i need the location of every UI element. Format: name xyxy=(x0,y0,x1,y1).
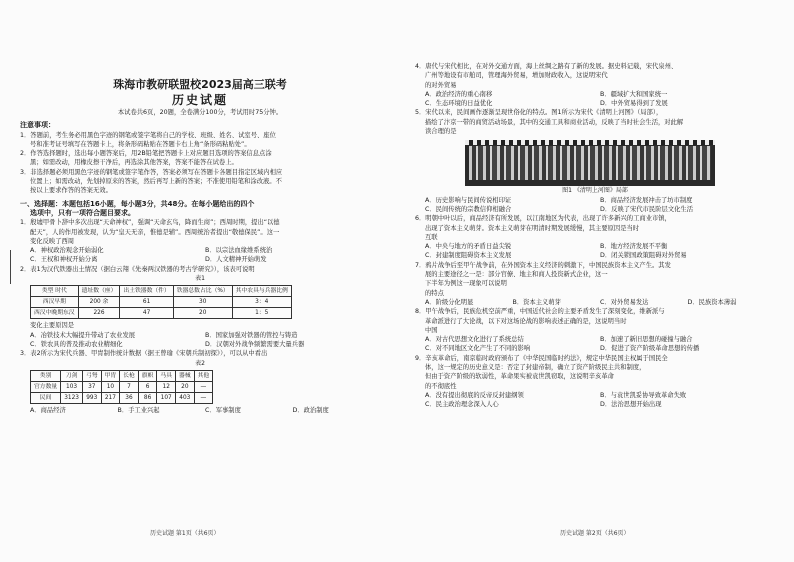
q6-options xyxy=(415,242,775,261)
q6-line: 出现了资本主义萌芽。资本主义萌芽在明清时期发展缓慢，其主要原因是当时 xyxy=(425,224,640,232)
table-cell: 官方数量 xyxy=(31,381,61,392)
table-cell: 西汉中晚期东汉 xyxy=(31,308,79,319)
option-c: C．王权和神权开始分离 xyxy=(30,256,98,264)
table-row xyxy=(31,381,213,392)
q5-line: 读合理的是 xyxy=(425,128,457,136)
notice-line: 按以上要求作答的答案无效。 xyxy=(30,187,112,195)
table-header-cell: 其他 xyxy=(194,370,213,381)
option-c: C．生态环境的日益优化 xyxy=(425,100,493,108)
option-b: B．地方经济发展不平衡 xyxy=(600,243,668,251)
option-d: D．闭关锁国政策阻碍对外贸易 xyxy=(600,252,687,260)
table-header-row xyxy=(31,370,213,381)
q5-line: 描绘了汴京一带的商贸活动场景，其中的交通工具和商业活动，反映了当时社会生活，对此解 xyxy=(425,118,684,126)
q3-options xyxy=(20,406,380,415)
q7-line: 7．鸦片战争后至甲午战争前，在外国资本主义经济的刺激下，中国民族资本主义产生。其发 xyxy=(415,261,671,269)
option-b: B．加速了新旧思想的碰撞与融合 xyxy=(600,336,693,344)
binding-mark xyxy=(10,250,11,284)
option-b: B．手工业兴起 xyxy=(117,406,160,414)
figure-1-image xyxy=(465,140,715,186)
notice-line: 号和准考证号填写在答题卡上，将条形码粘贴在答题卡右上角“条形码粘贴处”。 xyxy=(30,140,251,148)
option-c: C．对不同地区文化产生了不同的影响 xyxy=(425,345,531,353)
table-header-cell: 甲胄 xyxy=(101,370,120,381)
option-a: A．商品经济 xyxy=(30,406,66,414)
exam-subtitle: 历史试题 xyxy=(171,93,228,107)
option-d: D．人文精神开始萌发 xyxy=(205,256,267,264)
option-a: A．神权政治观念开始弱化 xyxy=(30,247,104,255)
q8-line: 8．甲午战争后，民族危机空前严重，中国近代社会的主要矛盾发生了深刻变化，维新派与 xyxy=(415,308,665,316)
option-d: D．反映了宋代市民阶层文化生活 xyxy=(600,205,694,213)
q2-options xyxy=(20,331,380,350)
q4-line: 4．唐代与宋代相比，在对外交通方面，海上丝绸之路有了新的发展。据史料记载，宋代泉州、 xyxy=(415,63,678,70)
q4-line: 的对外贸易 xyxy=(425,81,457,89)
page-footer-2: 历史试题 第2页（共6页） xyxy=(560,530,630,537)
option-d: D．法治思想开始出现 xyxy=(600,401,662,409)
q9-line: 9．辛亥革命后，南京临时政府颁布了《中华民国临时约法》，规定中华民国主权属于国民全 xyxy=(415,354,668,362)
table-header-cell: 器械 xyxy=(176,370,195,381)
figure-border xyxy=(465,140,715,145)
table-cell: 30 xyxy=(173,297,232,308)
table-header-row xyxy=(31,286,292,297)
q6-line: 6．明朝中叶以后，商品经济有所发展，以江南地区为代表，出现了许多新兴的工商业市镇， xyxy=(415,215,671,223)
section-heading: 一、选择题：本题包括16小题，每小题3分，共48分。在每小题给出的四个 xyxy=(20,199,255,208)
notice-line: 2．作答选择题时，选出每小题答案后，用2B铅笔把答题卡上对应题目选项的答案信息点涂 xyxy=(20,150,272,158)
figure-relief xyxy=(469,146,711,180)
q9-line: 的不彻底性 xyxy=(425,382,457,390)
page-1 xyxy=(20,60,380,550)
table2-caption: 表2 xyxy=(195,359,205,367)
table-header-cell: 长枪 xyxy=(120,370,139,381)
q8-line: 革命派进行了大论战，以下对这场论战的影响表述正确的是，这说明当时 xyxy=(425,317,627,325)
table-cell: 3123 xyxy=(61,392,83,403)
table-cell: 10 xyxy=(101,381,120,392)
q7-options xyxy=(415,298,775,307)
option-b: B．疆域扩大和国家统一 xyxy=(600,90,668,98)
q6-line: 互联 xyxy=(425,233,438,241)
q4-line: 广州等地设有市舶司，管理海外贸易，增加财政收入，这说明宋代 xyxy=(425,72,608,80)
option-a: A．阶级分化明显 xyxy=(425,298,474,306)
option-b: B．商品经济发展冲击了坊市制度 xyxy=(600,196,693,204)
q7-line: 的特点 xyxy=(425,289,444,297)
notice-line: 1．答题前，考生务必用黑色字迹的钢笔或签字笔将自己的学校、班级、姓名、试室号、座位 xyxy=(20,131,276,139)
q2-stem: 2．表1为汉代铁器出土情况（据白云翔《先秦两汉铁器的考古学研究》），该表可说明 xyxy=(20,265,255,273)
option-d: D．政治制度 xyxy=(292,406,329,414)
notice-line: 黑；如需改动，用橡皮擦干净后，再选涂其他答案，答案不能答在试卷上。 xyxy=(30,159,238,167)
q7-line: 下半年为例这一现象可以说明 xyxy=(425,280,507,288)
option-a: A．政治经济的重心南移 xyxy=(425,90,493,98)
q3-stem: 3．表2所示为宋代兵器、甲胄制作统计数据（据王曾瑜《宋朝兵制初探》），可以从中看出 xyxy=(20,350,268,358)
table-header-cell: 旗帜 xyxy=(138,370,157,381)
option-b: B．资本主义萌芽 xyxy=(512,298,561,306)
table-cell: — xyxy=(194,392,213,403)
table-cell: 200 余 xyxy=(78,297,120,308)
q9-line: 体，这一规定的历史意义是：否定了封建帝制，确立了资产阶级民主共和制度， xyxy=(425,364,646,372)
q7-line: 展的主要途径之一是：部分官僚、地主和商人投资新式企业，这一 xyxy=(425,271,608,279)
table-cell: 61 xyxy=(120,297,173,308)
table-cell: 103 xyxy=(61,381,83,392)
figure-1-caption: 图1 《清明上河图》局部 xyxy=(562,187,628,195)
table-cell: 993 xyxy=(82,392,101,403)
q8-line: 中国 xyxy=(425,326,438,334)
table-header-cell: 类型 时代 xyxy=(31,286,79,297)
table-cell: 12 xyxy=(157,381,176,392)
table-cell: 47 xyxy=(120,308,173,319)
table-cell: 20 xyxy=(173,308,232,319)
q9-line: 但由于资产阶级的软弱性，革命果实被袁世凯窃取，这说明辛亥革命 xyxy=(425,373,614,381)
option-a: A．冶铁技术大幅提升带动了农业发展 xyxy=(30,331,136,339)
table-cell: 403 xyxy=(176,392,195,403)
table-cell: — xyxy=(194,381,213,392)
option-b: B．与袁世凯妥协导致革命失败 xyxy=(600,391,687,399)
table-cell: 7 xyxy=(120,381,139,392)
table-header-cell: 弓弩 xyxy=(82,370,101,381)
option-b: B．国家加强对铁器的管控与铸造 xyxy=(205,331,298,339)
q8-options xyxy=(415,335,775,354)
table-header-cell: 遗址数（座） xyxy=(78,286,120,297)
exam-title: 珠海市教研联盟校2023届高三联考 xyxy=(113,78,287,91)
table-cell: 1：5 xyxy=(232,308,291,319)
option-c: C．民间传统的宗教信仰相融合 xyxy=(425,205,512,213)
table-header-cell: 其中农具与兵器比例 xyxy=(232,286,291,297)
option-a: A．没有提出彻底的反帝反封建纲领 xyxy=(425,391,524,399)
table-header-cell: 刀剑 xyxy=(61,370,83,381)
page-footer-1: 历史试题 第1页（共6页） xyxy=(150,530,220,537)
q1-line: 1．殷墟甲骨卜辞中多次出现“天命神权”，强调“天命玄鸟，降而生商”；西周时期，提出“以德 xyxy=(20,219,280,227)
table-header-cell: 马具 xyxy=(157,370,176,381)
table-header-cell: 铁器总数占比（%） xyxy=(173,286,232,297)
option-d: D．中外贸易得到了发展 xyxy=(600,100,668,108)
q2-tail: 变化主要原因是 xyxy=(30,322,75,330)
table-cell: 86 xyxy=(138,392,157,403)
q1-line: 配天”，人的作用被发现，认为“皇天无亲，惟德是辅”。西周统治者提出“敬德保民”。这一 xyxy=(30,228,280,236)
q4-options xyxy=(415,90,775,109)
q5-line: 5．宋代以来，民间画作逐渐呈现世俗化的特点。图1所示为宋代《清明上河图》（局部）， xyxy=(415,109,663,117)
table-cell: 民间 xyxy=(31,392,61,403)
option-a: A．历史影响与民间传说相印证 xyxy=(425,196,512,204)
q1-options xyxy=(20,246,380,265)
q9-options xyxy=(415,391,775,410)
table-cell: 37 xyxy=(82,381,101,392)
table-header-cell: 出土铁器数（件） xyxy=(120,286,173,297)
table-row xyxy=(31,297,292,308)
table-cell: 226 xyxy=(78,308,120,319)
table-cell: 217 xyxy=(101,392,120,403)
table-cell: 3：4 xyxy=(232,297,291,308)
table-cell: 36 xyxy=(120,392,139,403)
table1-caption: 表1 xyxy=(195,275,205,283)
option-d: D．汉朝对外战争频繁需要大量兵器 xyxy=(205,340,305,348)
table-row xyxy=(31,308,292,319)
option-b: B．以宗法血缘维系统治 xyxy=(205,247,273,255)
exam-intro: 本试卷共6页，20题，全卷满分100分，考试用时75分钟。 xyxy=(117,109,283,116)
option-c: C．对外贸易发达 xyxy=(600,298,649,306)
notice-heading: 注意事项： xyxy=(20,121,55,130)
table-cell: 20 xyxy=(176,381,195,392)
table1 xyxy=(30,285,292,319)
table-cell: 6 xyxy=(138,381,157,392)
table2 xyxy=(30,370,213,404)
option-c: C．民主政治理念深入人心 xyxy=(425,401,499,409)
q1-line: 变化反映了西周 xyxy=(30,237,75,245)
section-heading-2: 选项中，只有一项符合题目要求。 xyxy=(30,208,135,217)
option-c: C．军事制度 xyxy=(205,406,241,414)
option-a: A．中央与地方的矛盾日益尖锐 xyxy=(425,243,512,251)
page-2 xyxy=(415,62,775,552)
table-row xyxy=(31,392,213,403)
option-d: D．促进了资产阶级革命思想的传播 xyxy=(600,345,700,353)
table-cell: 西汉早期 xyxy=(31,297,79,308)
table-cell: 107 xyxy=(157,392,176,403)
option-a: A．对古代思想文化进行了系统总结 xyxy=(425,336,524,344)
notice-line: 位置上；如需改动，先划掉原来的答案，然后再写上新的答案；不准使用铅笔和涂改液。不 xyxy=(30,178,282,186)
option-d: D．民族资本薄弱 xyxy=(687,298,737,306)
table-header-cell: 类别 xyxy=(31,370,61,381)
q5-options xyxy=(415,196,775,215)
notice-line: 3．非选择题必须用黑色字迹的钢笔或签字笔作答，答案必须写在答题卡各题目指定区域内相应 xyxy=(20,168,283,176)
option-c: C．封建制度阻碍资本主义发展 xyxy=(425,252,512,260)
option-c: C．铁农具的普及推动农业精细化 xyxy=(30,340,123,348)
